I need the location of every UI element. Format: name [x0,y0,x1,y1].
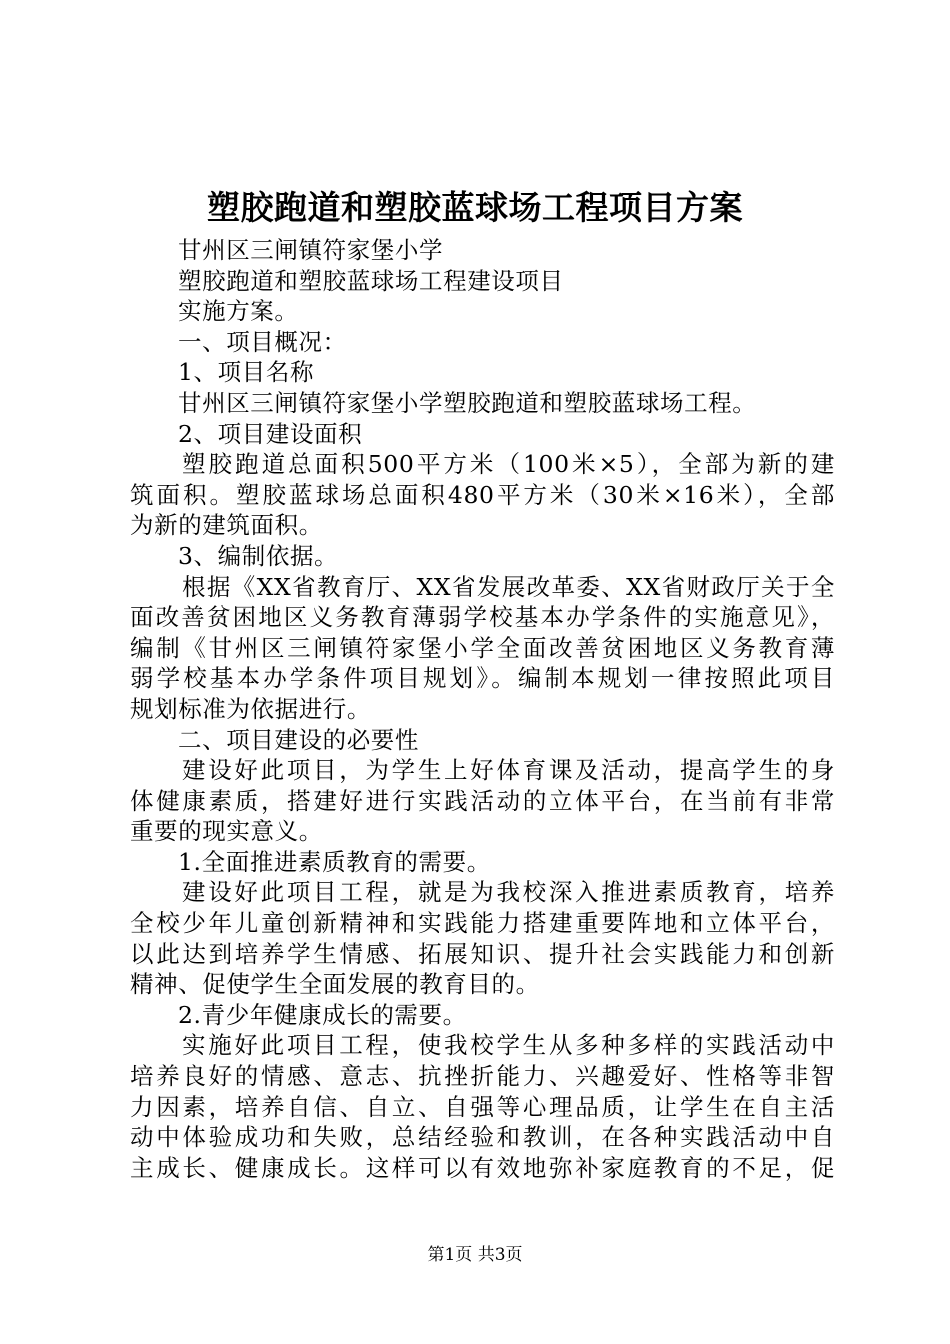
page-footer: 第1页 共3页 [427,1245,523,1265]
text-line: 弱学校基本办学条件项目规划》。编制本规划一律按照此项目 [130,664,835,693]
text-line: 甘州区三闸镇符家堡小学 [178,236,444,264]
text-line: 根据《XX省教育厅、XX省发展改革委、XX省财政厅关于全 [182,572,835,601]
text-line: 实施方案。 [178,297,299,326]
text-line: 动中体验成功和失败，总结经验和教训，在各种实践活动中自 [130,1123,835,1152]
text-line: 二、项目建设的必要性 [178,725,419,754]
text-line: 力因素，培养自信、自立、自强等心理品质，让学生在自主活 [130,1092,835,1121]
text-line: 筑面积。塑胶蓝球场总面积480平方米（30米×16米），全部 [130,480,835,509]
text-line: 编制《甘州区三闸镇符家堡小学全面改善贫困地区义务教育薄 [130,633,835,662]
text-line: 培养良好的情感、意志、抗挫折能力、兴趣爱好、性格等非智 [130,1062,835,1091]
text-line: 甘州区三闸镇符家堡小学塑胶跑道和塑胶蓝球场工程。 [178,388,757,417]
text-line: 一、项目概况： [178,327,347,356]
text-line: 实施好此项目工程，使我校学生从多种多样的实践活动中 [182,1031,835,1060]
text-line: 规划标准为依据进行。 [130,694,371,723]
text-line: 全校少年儿童创新精神和实践能力搭建重要阵地和立体平台， [130,909,835,938]
text-line: 主成长、健康成长。这样可以有效地弥补家庭教育的不足，促 [130,1153,835,1182]
text-line: 重要的现实意义。 [130,817,323,846]
text-line: 2.青少年健康成长的需要。 [178,1000,467,1029]
text-line: 建设好此项目，为学生上好体育课及活动，提高学生的身 [182,756,835,785]
document-title: 塑胶跑道和塑胶蓝球场工程项目方案 [207,188,743,227]
text-line: 为新的建筑面积。 [130,511,323,540]
text-line: 1.全面推进素质教育的需要。 [178,847,491,876]
text-line: 3、编制依据。 [178,541,339,570]
text-line: 塑胶跑道和塑胶蓝球场工程建设项目 [178,266,564,295]
document-body [130,235,835,1183]
text-line: 建设好此项目工程，就是为我校深入推进素质教育，培养 [182,878,835,907]
text-line: 面改善贫困地区义务教育薄弱学校基本办学条件的实施意见》， [130,603,835,632]
text-line: 塑胶跑道总面积500平方米（100米×5），全部为新的建 [182,450,835,479]
text-line: 精神、促使学生全面发展的教育目的。 [130,970,540,999]
text-line: 1、项目名称 [178,358,315,387]
text-line: 以此达到培养学生情感、拓展知识、提升社会实践能力和创新 [130,939,835,968]
text-line: 2、项目建设面积 [178,419,363,448]
text-line: 体健康素质，搭建好进行实践活动的立体平台，在当前有非常 [130,786,835,815]
